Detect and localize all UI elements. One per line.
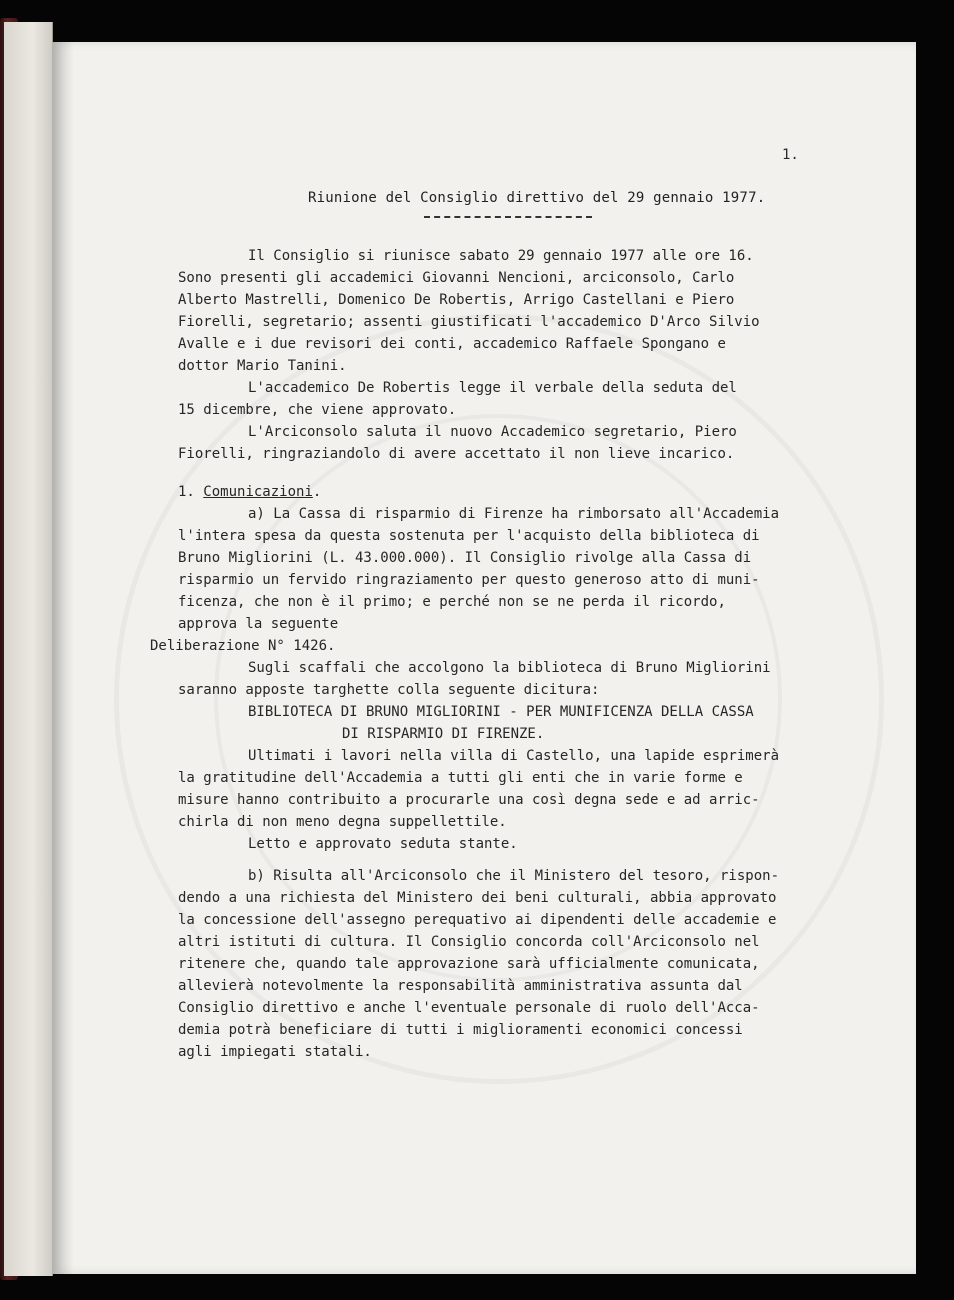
part-b-line: agli impiegati statali. — [178, 1044, 372, 1060]
part-b-line: b) Risulta all'Arciconsolo che il Ministero del tesoro, rispon- — [248, 868, 780, 884]
intro-line: Sono presenti gli accademici Giovanni Nencioni, arciconsolo, Carlo — [178, 270, 735, 286]
part-a-line: Ultimati i lavori nella villa di Castello, una lapide esprimerà — [248, 748, 780, 764]
part-a-line: l'intera spesa da questa sostenuta per l'acquisto della biblioteca di — [178, 528, 760, 544]
intro-line: L'Arciconsolo saluta il nuovo Accademico segretario, Piero — [248, 424, 737, 440]
part-b-line: la concessione dell'assegno perequativo ai dipendenti delle accademie e — [178, 912, 777, 928]
part-b-line: demia potrà beneficiare di tutti i miglioramenti economici concessi — [178, 1022, 743, 1038]
part-a-line: approva la seguente — [178, 616, 339, 632]
left-page-edge — [4, 22, 53, 1276]
part-b-line: altri istituti di cultura. Il Consiglio concorda coll'Arciconsolo nel — [178, 934, 760, 950]
part-b-line: allevierà notevolmente la responsabilità amministrativa assunta dal — [178, 978, 743, 994]
plaque-inscription-line: BIBLIOTECA DI BRUNO MIGLIORINI - PER MUNIFICENZA DELLA CASSA — [248, 704, 754, 720]
plaque-inscription-line: DI RISPARMIO DI FIRENZE. — [342, 726, 545, 742]
part-a-line: Letto e approvato seduta stante. — [248, 836, 518, 852]
deliberation-number: Deliberazione N° 1426. — [150, 638, 336, 654]
intro-line: Avalle e i due revisori dei conti, accademico Raffaele Spongano e — [178, 336, 726, 352]
part-a-line: Sugli scaffali che accolgono la biblioteca di Bruno Migliorini — [248, 660, 771, 676]
page-number: 1. — [782, 147, 799, 163]
part-b-line: Consiglio direttivo e anche l'eventuale personale di ruolo dell'Acca- — [178, 1000, 760, 1016]
intro-line: dottor Mario Tanini. — [178, 358, 347, 374]
part-a-line: a) La Cassa di risparmio di Firenze ha rimborsato all'Accademia — [248, 506, 780, 522]
intro-line: 15 dicembre, che viene approvato. — [178, 402, 457, 418]
intro-line: L'accademico De Robertis legge il verbale della seduta del — [248, 380, 737, 396]
part-a-line: ficenza, che non è il primo; e perché non se ne perda il ricordo, — [178, 594, 726, 610]
intro-line: Il Consiglio si riunisce sabato 29 gennaio 1977 alle ore 16. — [248, 248, 754, 264]
intro-line: Alberto Mastrelli, Domenico De Robertis, Arrigo Castellani e Piero — [178, 292, 735, 308]
part-a-line: misure hanno contribuito a procurarle una così degna sede e ad arric- — [178, 792, 760, 808]
part-a-line: risparmio un fervido ringraziamento per questo generoso atto di muni- — [178, 572, 760, 588]
part-b-line: dendo a una richiesta del Ministero dei beni culturali, abbia approvato — [178, 890, 777, 906]
intro-line: Fiorelli, ringraziandolo di avere accettato il non lieve incarico. — [178, 446, 735, 462]
part-a-line: Bruno Migliorini (L. 43.000.000). Il Consiglio rivolge alla Cassa di — [178, 550, 752, 566]
section-number: 1. — [178, 484, 195, 500]
part-a-line: la gratitudine dell'Accademia a tutti gli enti che in varie forme e — [178, 770, 743, 786]
document-page — [52, 42, 916, 1274]
binding-shadow — [52, 42, 74, 1274]
document-title: Riunione del Consiglio direttivo del 29 gennaio 1977. — [308, 190, 766, 206]
part-a-line: chirla di non meno degna suppellettile. — [178, 814, 507, 830]
intro-line: Fiorelli, segretario; assenti giustificati l'accademico D'Arco Silvio — [178, 314, 760, 330]
section-title-period: . — [312, 484, 322, 500]
section-title: Comunicazioni — [203, 484, 313, 500]
section-heading — [178, 484, 321, 500]
part-a-line: saranno apposte targhette colla seguente dicitura: — [178, 682, 600, 698]
title-dashed-rule — [424, 216, 592, 218]
part-b-line: ritenere che, quando tale approvazione sarà ufficialmente comunicata, — [178, 956, 760, 972]
